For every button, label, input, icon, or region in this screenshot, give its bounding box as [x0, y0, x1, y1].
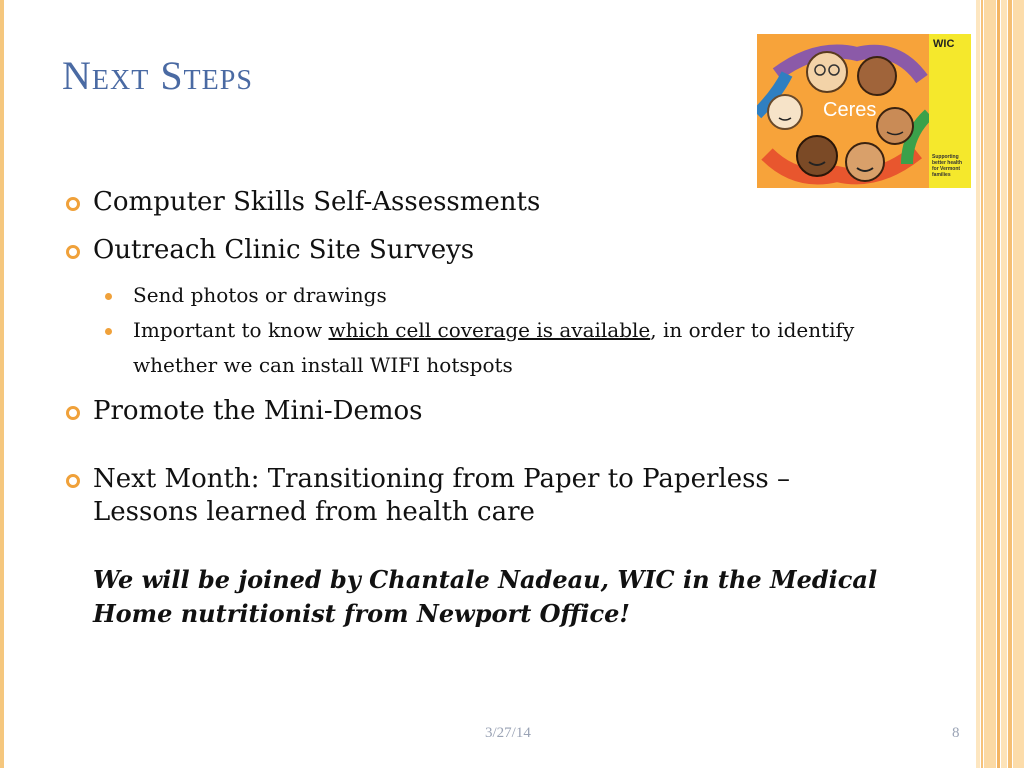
left-frame-border	[0, 0, 4, 768]
sub-bullet-dot-icon	[105, 293, 112, 300]
wic-tagline: Supporting better health for Vermont families	[932, 154, 963, 178]
slide-title: Next Steps	[62, 53, 253, 98]
sub-bullet-item: Send photos or drawings	[62, 278, 892, 313]
sub-bullet-dot-icon	[105, 328, 112, 335]
bullet-ring-icon	[66, 197, 80, 211]
underlined-text: which cell coverage is available	[328, 318, 651, 342]
svg-text:Ceres: Ceres	[823, 99, 877, 121]
slide-date: 3/27/14	[485, 725, 531, 741]
bullet-item: Next Month: Transitioning from Paper to Paperless – Lessons learned from health care We will be joined by Chantale Nadeau, WIC in the Medical Home nutritionist from Newport Office!	[62, 463, 892, 631]
bullet-ring-icon	[66, 245, 80, 259]
slide-page-number: 8	[952, 725, 960, 741]
guest-speaker-note: We will be joined by Chantale Nadeau, WIC in the Medical Home nutritionist from Newport Office!	[93, 565, 878, 628]
bullet-ring-icon	[66, 406, 80, 420]
right-decorative-stripes	[976, 0, 1024, 768]
bullet-item: Computer Skills Self-Assessments	[62, 186, 892, 219]
wic-logo-text: WIC	[933, 38, 955, 50]
children-circle-illustration	[757, 34, 929, 188]
bullet-item: Outreach Clinic Site Surveys	[62, 234, 892, 267]
bullet-item: Promote the Mini-Demos	[62, 395, 892, 428]
bullet-list	[62, 186, 892, 646]
ceres-wic-logo	[757, 34, 971, 188]
sub-bullet-item: Important to know which cell coverage is available, in order to identify whether we can install WIFI hotspots	[62, 313, 892, 383]
bullet-ring-icon	[66, 474, 80, 488]
